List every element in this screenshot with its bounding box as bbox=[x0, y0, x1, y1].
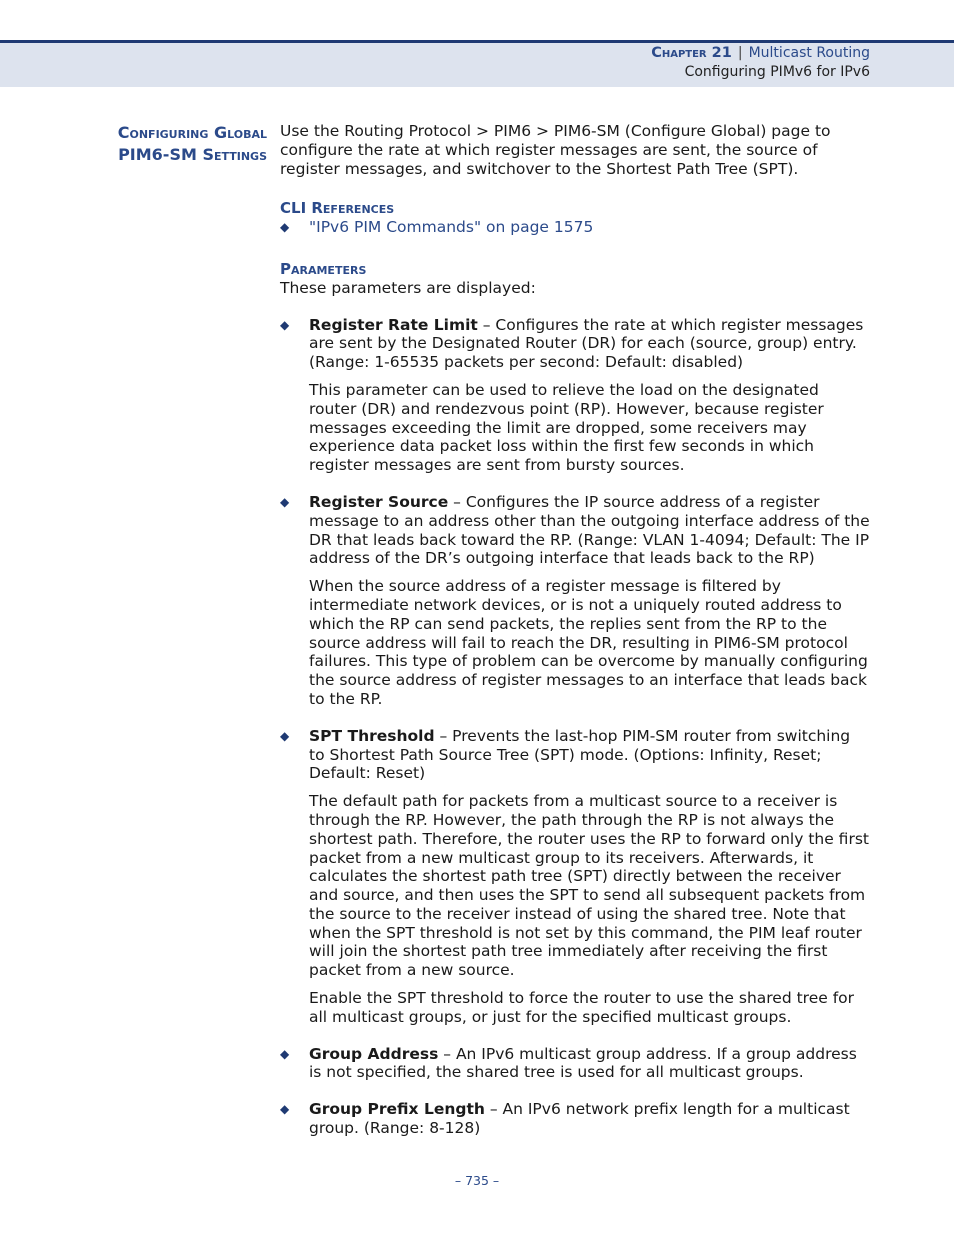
chapter-title: Multicast Routing bbox=[748, 45, 870, 61]
page-number: – 735 – bbox=[454, 1173, 500, 1188]
parameters-intro: These parameters are displayed: bbox=[280, 278, 536, 297]
parameter-description bbox=[309, 1045, 870, 1083]
intro-paragraph: Use the Routing Protocol > PIM6 > PIM6-SM (Configure Global) page to configure the rate at which register messages are sent, the source of register messages, and switchover to the Shortest Path Tree (SPT). bbox=[280, 122, 831, 178]
header-separator: | bbox=[737, 45, 743, 61]
list-item bbox=[280, 218, 870, 237]
cli-reference-link[interactable]: "IPv6 PIM Commands" on page 1575 bbox=[309, 218, 594, 237]
section-title bbox=[40, 122, 267, 166]
diamond-bullet-icon: ◆ bbox=[280, 220, 290, 235]
cli-references-heading: CLI References bbox=[280, 199, 395, 218]
parameter-text: – Prevents the last-hop PIM-SM router from switching to Shortest Path Source Tree (SPT) mode. (Options: Infinity, Reset; Default: Reset) bbox=[309, 726, 851, 783]
section-title-line2: PIM6-SM Settings bbox=[118, 145, 267, 164]
parameter-description bbox=[309, 316, 870, 372]
parameter-text: – An IPv6 multicast group address. If a group address is not specified, the shared tree is used for all multicast groups. bbox=[309, 1044, 857, 1082]
parameter-name: Register Source bbox=[309, 492, 449, 511]
parameter-name: Group Address bbox=[309, 1044, 439, 1063]
main-content bbox=[280, 122, 870, 1156]
parameter-name: Group Prefix Length bbox=[309, 1100, 485, 1119]
parameter-name: Register Rate Limit bbox=[309, 315, 478, 334]
diamond-bullet-icon: ◆ bbox=[280, 1102, 290, 1117]
section-title-line1: Configuring Global bbox=[117, 123, 267, 142]
parameter-detail: The default path for packets from a multicast source to a receiver is through the RP. However, the path through the RP is not always the shortest path. Therefore, the router uses the RP to forward only the first packet from a new multicast group to its receivers. Afterwards, it calculates the shortest path tree (SPT) directly between the receiver and source, and then uses the SPT to send all subsequent packets from the source to the receiver instead of using the shared tree. Note that when the SPT threshold is not set by this command, the PIM leaf router will join the shortest path tree immediately after receiving the first packet from a new source. bbox=[309, 792, 869, 980]
diamond-bullet-icon: ◆ bbox=[280, 728, 290, 743]
parameter-text: – Configures the rate at which register messages are sent by the Designated Router (DR) for each (source, group) entry. (Range: 1-65535 packets per second: Default: disabled) bbox=[309, 315, 864, 372]
parameter-name: SPT Threshold bbox=[309, 726, 435, 745]
parameter-detail: When the source address of a register message is filtered by intermediate network devices, or is not a uniquely routed address to which the RP can send packets, the replies sent from the RP to the source address will fail to reach the DR, resulting in PIM6-SM protocol failures. This type of problem can be overcome by manually configuring the source address of register messages to an interface that leads back to the RP. bbox=[309, 577, 868, 708]
parameter-group-prefix-length bbox=[280, 1100, 870, 1138]
parameter-register-source bbox=[280, 493, 870, 709]
parameter-detail: This parameter can be used to relieve the load on the designated router (DR) and rendezvous point (RP). However, because register messages exceeding the limit are dropped, some receivers may experience data packet loss within the first few seconds in which register messages are sent from bursty sources. bbox=[309, 380, 824, 475]
chapter-label: Chapter 21 bbox=[651, 45, 732, 61]
parameter-text: – Configures the IP source address of a register message to an address other than the outgoing interface address of the DR that leads back toward the RP. (Range: VLAN 1-4094; Default: The IP address of the DR’s outgoing interface that leads back to the RP) bbox=[309, 492, 870, 568]
cli-references-list bbox=[280, 218, 870, 237]
diamond-bullet-icon: ◆ bbox=[280, 317, 290, 332]
running-header-section: Configuring PIMv6 for IPv6 bbox=[684, 64, 870, 80]
parameter-register-rate-limit bbox=[280, 316, 870, 475]
parameter-text: – An IPv6 network prefix length for a multicast group. (Range: 8-128) bbox=[309, 1100, 850, 1138]
parameter-description bbox=[309, 727, 870, 783]
parameter-group-address bbox=[280, 1045, 870, 1083]
parameter-detail: Enable the SPT threshold to force the router to use the shared tree for all multicast groups, or just for the specified multicast groups. bbox=[309, 989, 855, 1026]
parameter-description bbox=[309, 1100, 870, 1138]
running-header-chapter bbox=[651, 45, 870, 61]
diamond-bullet-icon: ◆ bbox=[280, 1046, 290, 1061]
parameter-spt-threshold bbox=[280, 727, 870, 1027]
parameter-description bbox=[309, 493, 870, 568]
diamond-bullet-icon: ◆ bbox=[280, 494, 290, 509]
parameters-heading: Parameters bbox=[280, 259, 367, 278]
